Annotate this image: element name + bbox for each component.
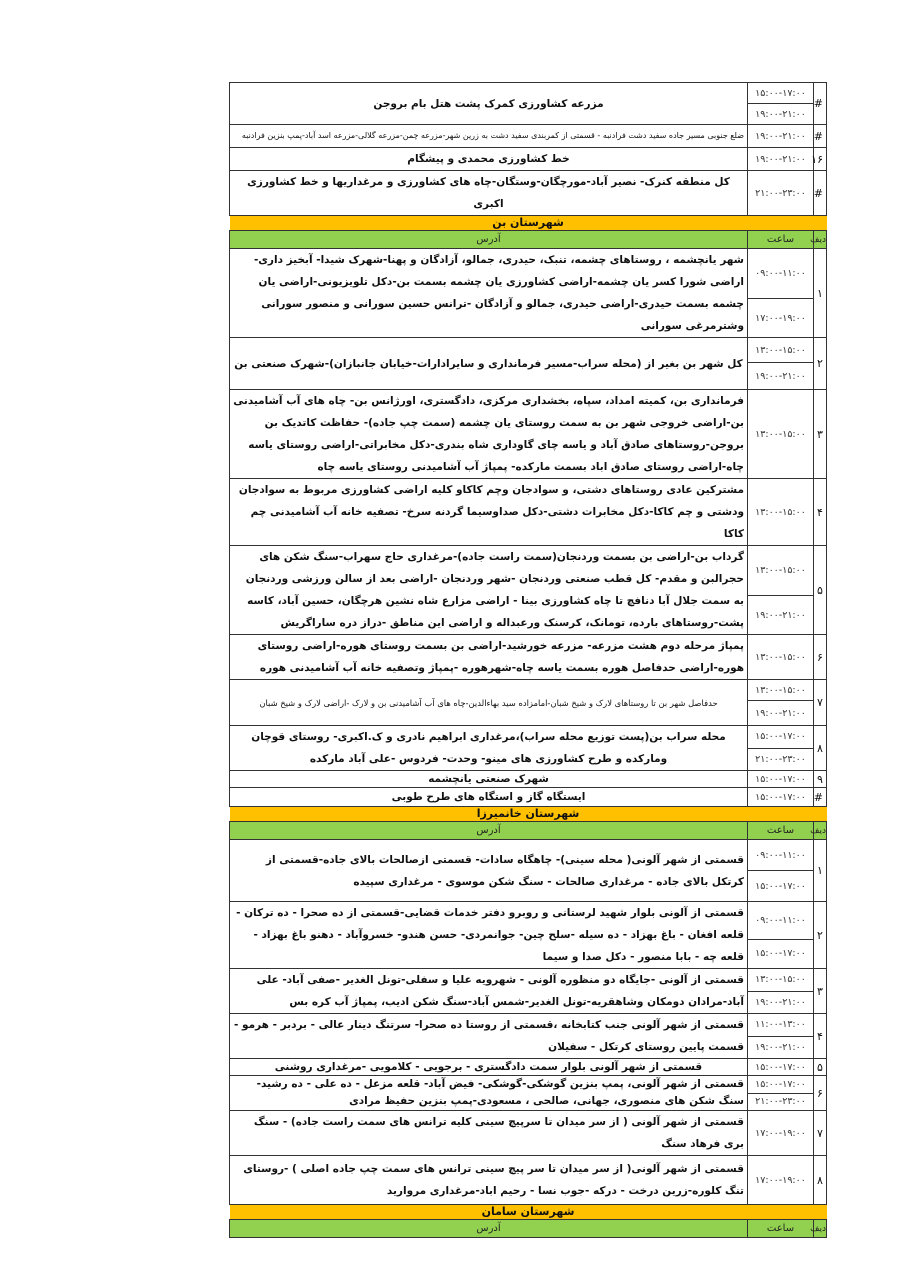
table-row: [230, 1156, 827, 1205]
time-slot: ۱۷:۰۰-۱۹:۰۰: [748, 1111, 814, 1156]
address-cell: ایستگاه گاز و استگاه های طرح طوبی: [230, 788, 748, 807]
address-cell: مشترکین عادی روستاهای دشتی، و سوادجان وچم کاکاو کلیه اراضی کشاورزی مربوط به سوادجان ودشتی و چم کاکا-دکل مخابرات دشتی-دکل صداوسیما گردنه سرخ- تصفیه خانه آب آشامیدنی چم کاکا: [230, 479, 748, 546]
table-row: [230, 249, 827, 299]
address-cell: قسمتی از شهر آلونی( محله سینی)- چاهگاه سادات- قسمتی ازصالحات بالای جاده-قسمتی از کرتکل بالای جاده - مرغداری صالحات - سنگ شکن موسوی - مرغداری سپیده: [230, 840, 748, 902]
header-address: آدرس: [230, 231, 748, 249]
header-time: ساعت: [748, 231, 814, 249]
row-number: ۲: [814, 338, 827, 390]
table-row: [230, 902, 827, 940]
address-cell: قسمتی از آلونی -جایگاه دو منظوره آلونی - شهرویه علیا و سفلی-تونل الغدیر -صفی آباد- علی آباد-مرادان دومکان وشاهقریه-تونل الغدیر-شمس آباد-سنگ شکن ادیب، پمپاژ آب کره بس: [230, 969, 748, 1014]
table-row: [230, 1014, 827, 1037]
row-number: #: [814, 83, 827, 125]
time-slot: ۱۵:۰۰-۱۷:۰۰: [748, 726, 814, 749]
row-number: ۹: [814, 771, 827, 788]
time-slot: ۱۳:۰۰-۱۵:۰۰: [748, 546, 814, 596]
header-time: ساعت: [748, 822, 814, 840]
time-slot: ۱۹:۰۰-۲۱:۰۰: [748, 363, 814, 390]
time-slot: ۱۹:۰۰-۲۱:۰۰: [748, 125, 814, 148]
table-row: [230, 1059, 827, 1076]
row-number: ۳: [814, 969, 827, 1014]
address-cell: قسمتی از شهر آلونی( از سر میدان تا سر پیچ سینی ترانس های سمت چپ جاده اصلی ) -روستای تنگ کلوره-زرین درخت - درکه -جوب نسا - رحیم اباد-مرغداری مروارید: [230, 1156, 748, 1205]
table-row: [230, 390, 827, 479]
time-slot: ۱۳:۰۰-۱۵:۰۰: [748, 680, 814, 701]
address-cell: قسمتی از شهر آلونی جنب کتابخانه ،قسمتی از روستا ده صحرا- سرتنگ دینار عالی - بردبر - هرمو - قسمت پایین روستای کرتکل - سفیلان: [230, 1014, 748, 1059]
time-slot: ۱۷:۰۰-۱۹:۰۰: [748, 299, 814, 338]
time-slot: ۱۹:۰۰-۲۱:۰۰: [748, 991, 814, 1014]
header-address: آدرس: [230, 1220, 748, 1238]
row-number: ۴: [814, 479, 827, 546]
table-row: [230, 338, 827, 363]
column-headers: [230, 1220, 827, 1238]
table-row: [230, 171, 827, 216]
table-row: [230, 969, 827, 992]
address-cell: فرمانداری بن، کمیته امداد، سپاه، بخشداری مرکزی، دادگستری، اورژانس بن- چاه های آب آشامیدنی بن-اراضی خروجی شهر بن به سمت روستای یان چشمه (سمت چپ جاده)- حفاظت کاتدیک بن بروجن-روستاهای صادق آباد و یاسه چای گاوداری شاه بندری-دکل مخابراتی-اراضی روستای یاسه چاه-اراضی روستای صادق اباد بسمت مارکده- پمپاژ آب آشامیدنی روستای یاسه چاه: [230, 390, 748, 479]
time-slot: ۰۹:۰۰-۱۱:۰۰: [748, 840, 814, 871]
row-number: ۵: [814, 546, 827, 635]
time-slot: ۱۳:۰۰-۱۵:۰۰: [748, 338, 814, 363]
table-row: [230, 1076, 827, 1094]
time-slot: ۲۱:۰۰-۲۳:۰۰: [748, 748, 814, 771]
row-number: ۱۶: [814, 148, 827, 171]
column-headers: [230, 231, 827, 249]
county-header: [230, 216, 827, 231]
table-row: [230, 125, 827, 148]
table-row: [230, 840, 827, 871]
time-slot: ۰۹:۰۰-۱۱:۰۰: [748, 249, 814, 299]
table-row: [230, 148, 827, 171]
county-title: شهرستان بن: [230, 216, 827, 231]
time-slot: ۱۹:۰۰-۲۱:۰۰: [748, 596, 814, 635]
time-slot: ۱۵:۰۰-۱۷:۰۰: [748, 939, 814, 968]
time-slot: ۱۳:۰۰-۱۵:۰۰: [748, 479, 814, 546]
time-slot: ۱۳:۰۰-۱۵:۰۰: [748, 969, 814, 992]
address-cell: قسمتی از شهر آلونی ( از سر میدان تا سرپیچ سینی کلیه ترانس های سمت راست جاده) - سنگ بری فرهاد سنگ: [230, 1111, 748, 1156]
row-number: ۱: [814, 249, 827, 338]
row-number: #: [814, 125, 827, 148]
row-number: ۵: [814, 1059, 827, 1076]
time-slot: ۱۱:۰۰-۱۳:۰۰: [748, 1014, 814, 1037]
row-number: ۸: [814, 726, 827, 771]
header-row-number: ديف: [814, 231, 827, 249]
address-cell: قسمتی از آلونی بلوار شهید لرستانی و روبرو دفتر خدمات قضایی-قسمتی از ده صحرا - ده ترکان - قلعه افغان - باغ بهزاد - ده سیله -سلح چین- جوانمردی- حسن هندو- خسروآباد - دهنو باغ بهزاد - قلعه چه - بابا منصور - دکل صدا و سیما: [230, 902, 748, 969]
county-header: [230, 807, 827, 822]
time-slot: ۱۹:۰۰-۲۱:۰۰: [748, 104, 814, 125]
time-slot: ۱۹:۰۰-۲۱:۰۰: [748, 701, 814, 726]
address-cell: گرداب بن-اراضی بن بسمت وردنجان(سمت راست جاده)-مرغداری حاج سهراب-سنگ شکن های حجرالبن و مقدم- کل قطب صنعتی وردنجان -شهر وردنجان -اراضی بعد از سالن ورزشی وردنجان به سمت جلال آبا دنافچ تا چاه کشاورزی بینا - اراضی مزارع شاه نشین هرچگان، حسین آباد، کاسه پشت-روستاهای بارده، تومانک، کرسنک ورعبداله و اراضی این مناطق -دراز دره ساراگریش: [230, 546, 748, 635]
row-number: ۱: [814, 840, 827, 902]
header-time: ساعت: [748, 1220, 814, 1238]
time-slot: ۱۹:۰۰-۲۱:۰۰: [748, 1036, 814, 1059]
table-row: [230, 635, 827, 680]
row-number: ۷: [814, 680, 827, 726]
time-slot: ۲۱:۰۰-۲۳:۰۰: [748, 171, 814, 216]
address-cell: محله سراب بن(پست توزیع محله سراب)،مرغداری ابراهیم نادری و ک.اکبری- روستای قوچان ومارکده و طرح کشاورزی های مینو- وحدت- فردوس -علی آباد مارکده: [230, 726, 748, 771]
time-slot: ۱۳:۰۰-۱۵:۰۰: [748, 390, 814, 479]
address-cell: قسمتی از شهر آلونی، پمپ بنزین گوشکی-گوشکی- فیض آباد- قلعه مزعل - ده علی - ده رشید- سنگ شکن های منصوری، جهانی، صالحی ، مسعودی-پمپ بنزین حفیظ مرادی: [230, 1076, 748, 1111]
time-slot: ۱۵:۰۰-۱۷:۰۰: [748, 871, 814, 902]
row-number: #: [814, 788, 827, 807]
address-cell: حدفاصل شهر بن تا روستاهای لارک و شیخ شبان-امامزاده سید بهاءالدین-چاه های آب آشامیدنی بن و لارک -اراضی لارک و شیخ شبان: [230, 680, 748, 726]
table-row: [230, 479, 827, 546]
address-cell: پمپاژ مرحله دوم هشت مزرعه- مزرعه خورشید-اراضی بن بسمت روستای هوره-اراضی روستای هوره-اراضی حدفاصل هوره بسمت یاسه چاه-شهرهوره -پمپاژ وتصفیه خانه آب آشامیدنی هوره: [230, 635, 748, 680]
time-slot: ۱۹:۰۰-۲۱:۰۰: [748, 148, 814, 171]
header-row-number: ديف: [814, 1220, 827, 1238]
row-number: ۶: [814, 1076, 827, 1111]
address-cell: خط کشاورزی محمدی و پیشگام: [230, 148, 748, 171]
row-number: #: [814, 171, 827, 216]
address-cell: مزرعه کشاورزی کمرک پشت هتل بام بروجن: [230, 83, 748, 125]
outage-table: [229, 82, 827, 1238]
outage-schedule-sheet: [229, 82, 827, 1238]
address-cell: شهرک صنعتی یانچشمه: [230, 771, 748, 788]
address-cell: قسمتی از شهر آلونی بلوار سمت دادگستری - برجویی - کلامویی -مرغداری روشنی: [230, 1059, 748, 1076]
county-title: شهرستان خانمیرزا: [230, 807, 827, 822]
table-row: [230, 771, 827, 788]
address-cell: ضلع جنوبی مسیر جاده سفید دشت فرادنبه - قسمتی از کمربندی سفید دشت به زرین شهر-مزرعه چمن-مزرعه گلالی-مزرعه اسد آباد-پمپ بنزین فرادنبه: [230, 125, 748, 148]
time-slot: ۱۵:۰۰-۱۷:۰۰: [748, 1076, 814, 1094]
row-number: ۷: [814, 1111, 827, 1156]
table-row: [230, 680, 827, 701]
time-slot: ۱۵:۰۰-۱۷:۰۰: [748, 771, 814, 788]
time-slot: ۱۳:۰۰-۱۵:۰۰: [748, 635, 814, 680]
header-row-number: ديف: [814, 822, 827, 840]
time-slot: ۰۹:۰۰-۱۱:۰۰: [748, 902, 814, 940]
row-number: ۸: [814, 1156, 827, 1205]
table-row: [230, 546, 827, 596]
county-header: [230, 1205, 827, 1220]
address-cell: شهر یانچشمه ، روستاهای چشمه، تنبک، حیدری، جمالو، آزادگان و پهنا-شهرک شیدا- آبخیز داری-اراضی شورا کسر یان چشمه-اراضی کشاورزی یان چشمه بسمت بن-دکل تلویزیونی-اراضی یان چشمه بسمت حیدری-اراضی حیدری، جمالو و آزادگان -ترانس حسین سورانی و منصور سورانی وشترمرغی سورانی: [230, 249, 748, 338]
time-slot: ۱۷:۰۰-۱۹:۰۰: [748, 1156, 814, 1205]
row-number: ۶: [814, 635, 827, 680]
table-row: [230, 726, 827, 749]
table-row: [230, 83, 827, 104]
row-number: ۴: [814, 1014, 827, 1059]
column-headers: [230, 822, 827, 840]
time-slot: ۱۵:۰۰-۱۷:۰۰: [748, 788, 814, 807]
header-address: آدرس: [230, 822, 748, 840]
time-slot: ۱۵:۰۰-۱۷:۰۰: [748, 1059, 814, 1076]
table-row: [230, 788, 827, 807]
row-number: ۳: [814, 390, 827, 479]
time-slot: ۲۱:۰۰-۲۳:۰۰: [748, 1093, 814, 1111]
address-cell: کل شهر بن بغیر از (محله سراب-مسیر فرمانداری و سایرادارات-خیابان جانبازان)-شهرک صنعتی بن: [230, 338, 748, 390]
county-title: شهرستان سامان: [230, 1205, 827, 1220]
table-row: [230, 1111, 827, 1156]
row-number: ۲: [814, 902, 827, 969]
time-slot: ۱۵:۰۰-۱۷:۰۰: [748, 83, 814, 104]
address-cell: کل منطقه کنرک- نصیر آباد-مورچگان-وستگان-چاه های کشاورزی و مرغداریها و خط کشاورزی اکبری: [230, 171, 748, 216]
